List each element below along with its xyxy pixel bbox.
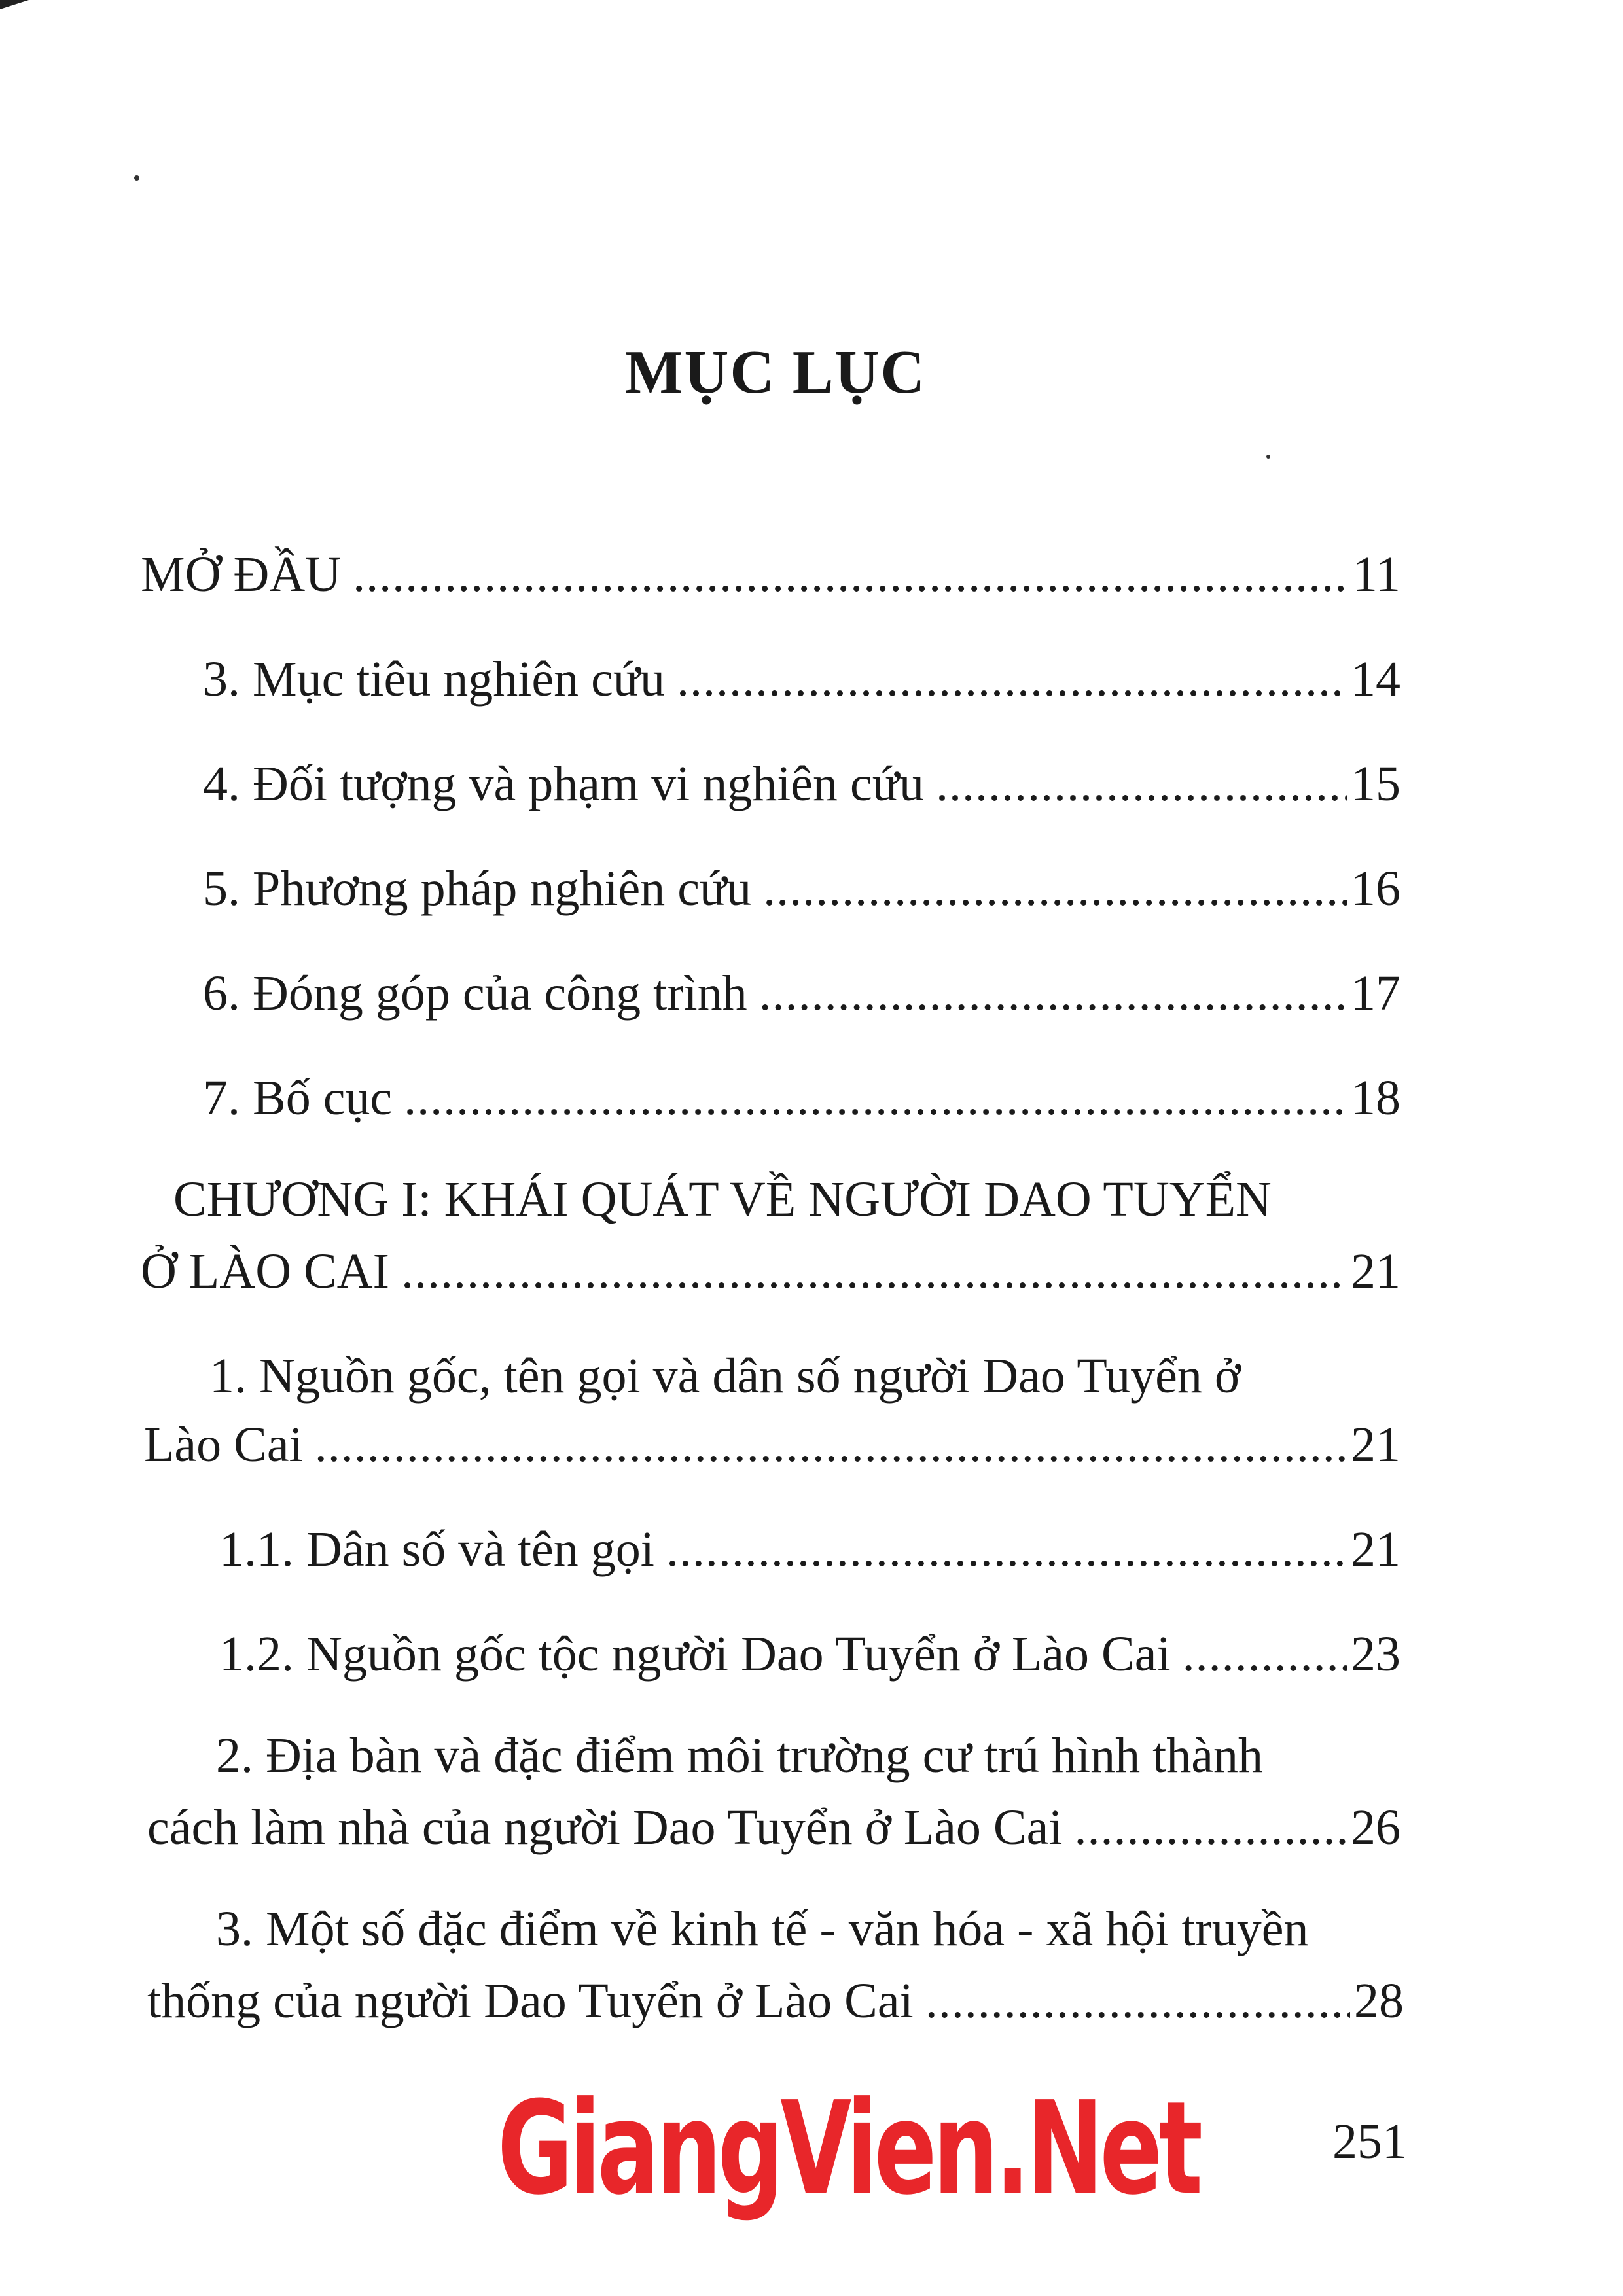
toc-entry-label: MỞ ĐẦU <box>141 547 342 602</box>
toc-leader <box>1183 1626 1347 1683</box>
toc-entry-page: 28 <box>1354 1973 1404 2028</box>
toc-leader <box>763 860 1347 917</box>
toc-entry <box>144 1417 1400 1495</box>
toc-leader <box>759 965 1347 1022</box>
scan-speck <box>134 175 139 181</box>
toc-leader <box>666 1521 1347 1578</box>
toc-entry-first-line: 3. Một số đặc điểm về kinh tế - văn hóa - xã hội truyền <box>216 1901 1309 1956</box>
toc-entry-label: 3. Mục tiêu nghiên cứu <box>203 652 666 707</box>
toc-entry <box>203 651 1400 730</box>
toc-entry-label: thống của người Dao Tuyển ở Lào Cai <box>147 1973 914 2028</box>
toc-entry-label: 1.1. Dân số và tên gọi <box>219 1522 654 1577</box>
toc-entry <box>141 1243 1400 1322</box>
toc-entry <box>203 860 1400 939</box>
toc-entry-label: 7. Bố cục <box>203 1070 393 1125</box>
toc-entry <box>141 546 1400 625</box>
toc-entry-label: cách làm nhà của người Dao Tuyển ở Lào Cai <box>147 1800 1063 1855</box>
toc-leader <box>315 1417 1347 1474</box>
toc-entry-page: 11 <box>1352 547 1400 602</box>
toc-entry-page: 21 <box>1351 1244 1400 1299</box>
toc-leader <box>1074 1799 1347 1856</box>
toc-entry-page: 18 <box>1351 1070 1400 1125</box>
toc-entry-first-line: 2. Địa bàn và đặc điểm môi trường cư trú hình thành <box>216 1728 1263 1783</box>
toc-entry-page: 21 <box>1351 1522 1400 1577</box>
page-number: 251 <box>1332 2114 1407 2169</box>
toc-entry-page: 14 <box>1351 652 1400 707</box>
page-title: MỤC LỤC <box>624 338 927 406</box>
toc-entry-label: Ở LÀO CAI <box>141 1244 389 1299</box>
toc-entry-label: 4. Đối tượng và phạm vi nghiên cứu <box>203 756 924 811</box>
toc-entry-page: 15 <box>1351 756 1400 811</box>
toc-leader <box>936 756 1347 813</box>
toc-entry <box>219 1521 1400 1600</box>
toc-entry-label: 6. Đóng góp của công trình <box>203 966 747 1021</box>
toc-leader <box>404 1070 1347 1127</box>
toc-entry-page: 23 <box>1351 1627 1400 1682</box>
toc-entry-page: 17 <box>1351 966 1400 1021</box>
toc-entry <box>203 756 1400 834</box>
toc-entry <box>147 1799 1400 1878</box>
scan-speck <box>1266 455 1270 459</box>
toc-entry-page: 16 <box>1351 861 1400 916</box>
toc-leader <box>353 546 1349 603</box>
toc-entry <box>219 1626 1400 1704</box>
toc-entry-first-line: 1. Nguồn gốc, tên gọi và dân số người Dao Tuyển ở <box>209 1349 1241 1404</box>
scan-corner-mark <box>0 0 29 9</box>
toc-leader <box>925 1973 1350 2030</box>
watermark-logo: GiangVien.Net <box>497 2074 1200 2223</box>
toc-entry-first-line: CHƯƠNG I: KHÁI QUÁT VỀ NGƯỜI DAO TUYỂN <box>173 1172 1272 1227</box>
toc-entry-page: 21 <box>1351 1417 1400 1472</box>
toc-leader <box>401 1243 1347 1300</box>
toc-entry-page: 26 <box>1351 1800 1400 1855</box>
toc-leader <box>677 651 1347 708</box>
toc-entry <box>203 1070 1400 1148</box>
toc-entry-label: 5. Phương pháp nghiên cứu <box>203 861 752 916</box>
toc-entry-label: Lào Cai <box>144 1417 303 1472</box>
toc-entry <box>147 1973 1404 2051</box>
toc-entry-label: 1.2. Nguồn gốc tộc người Dao Tuyển ở Lào Cai <box>219 1627 1171 1682</box>
toc-entry <box>203 965 1400 1044</box>
